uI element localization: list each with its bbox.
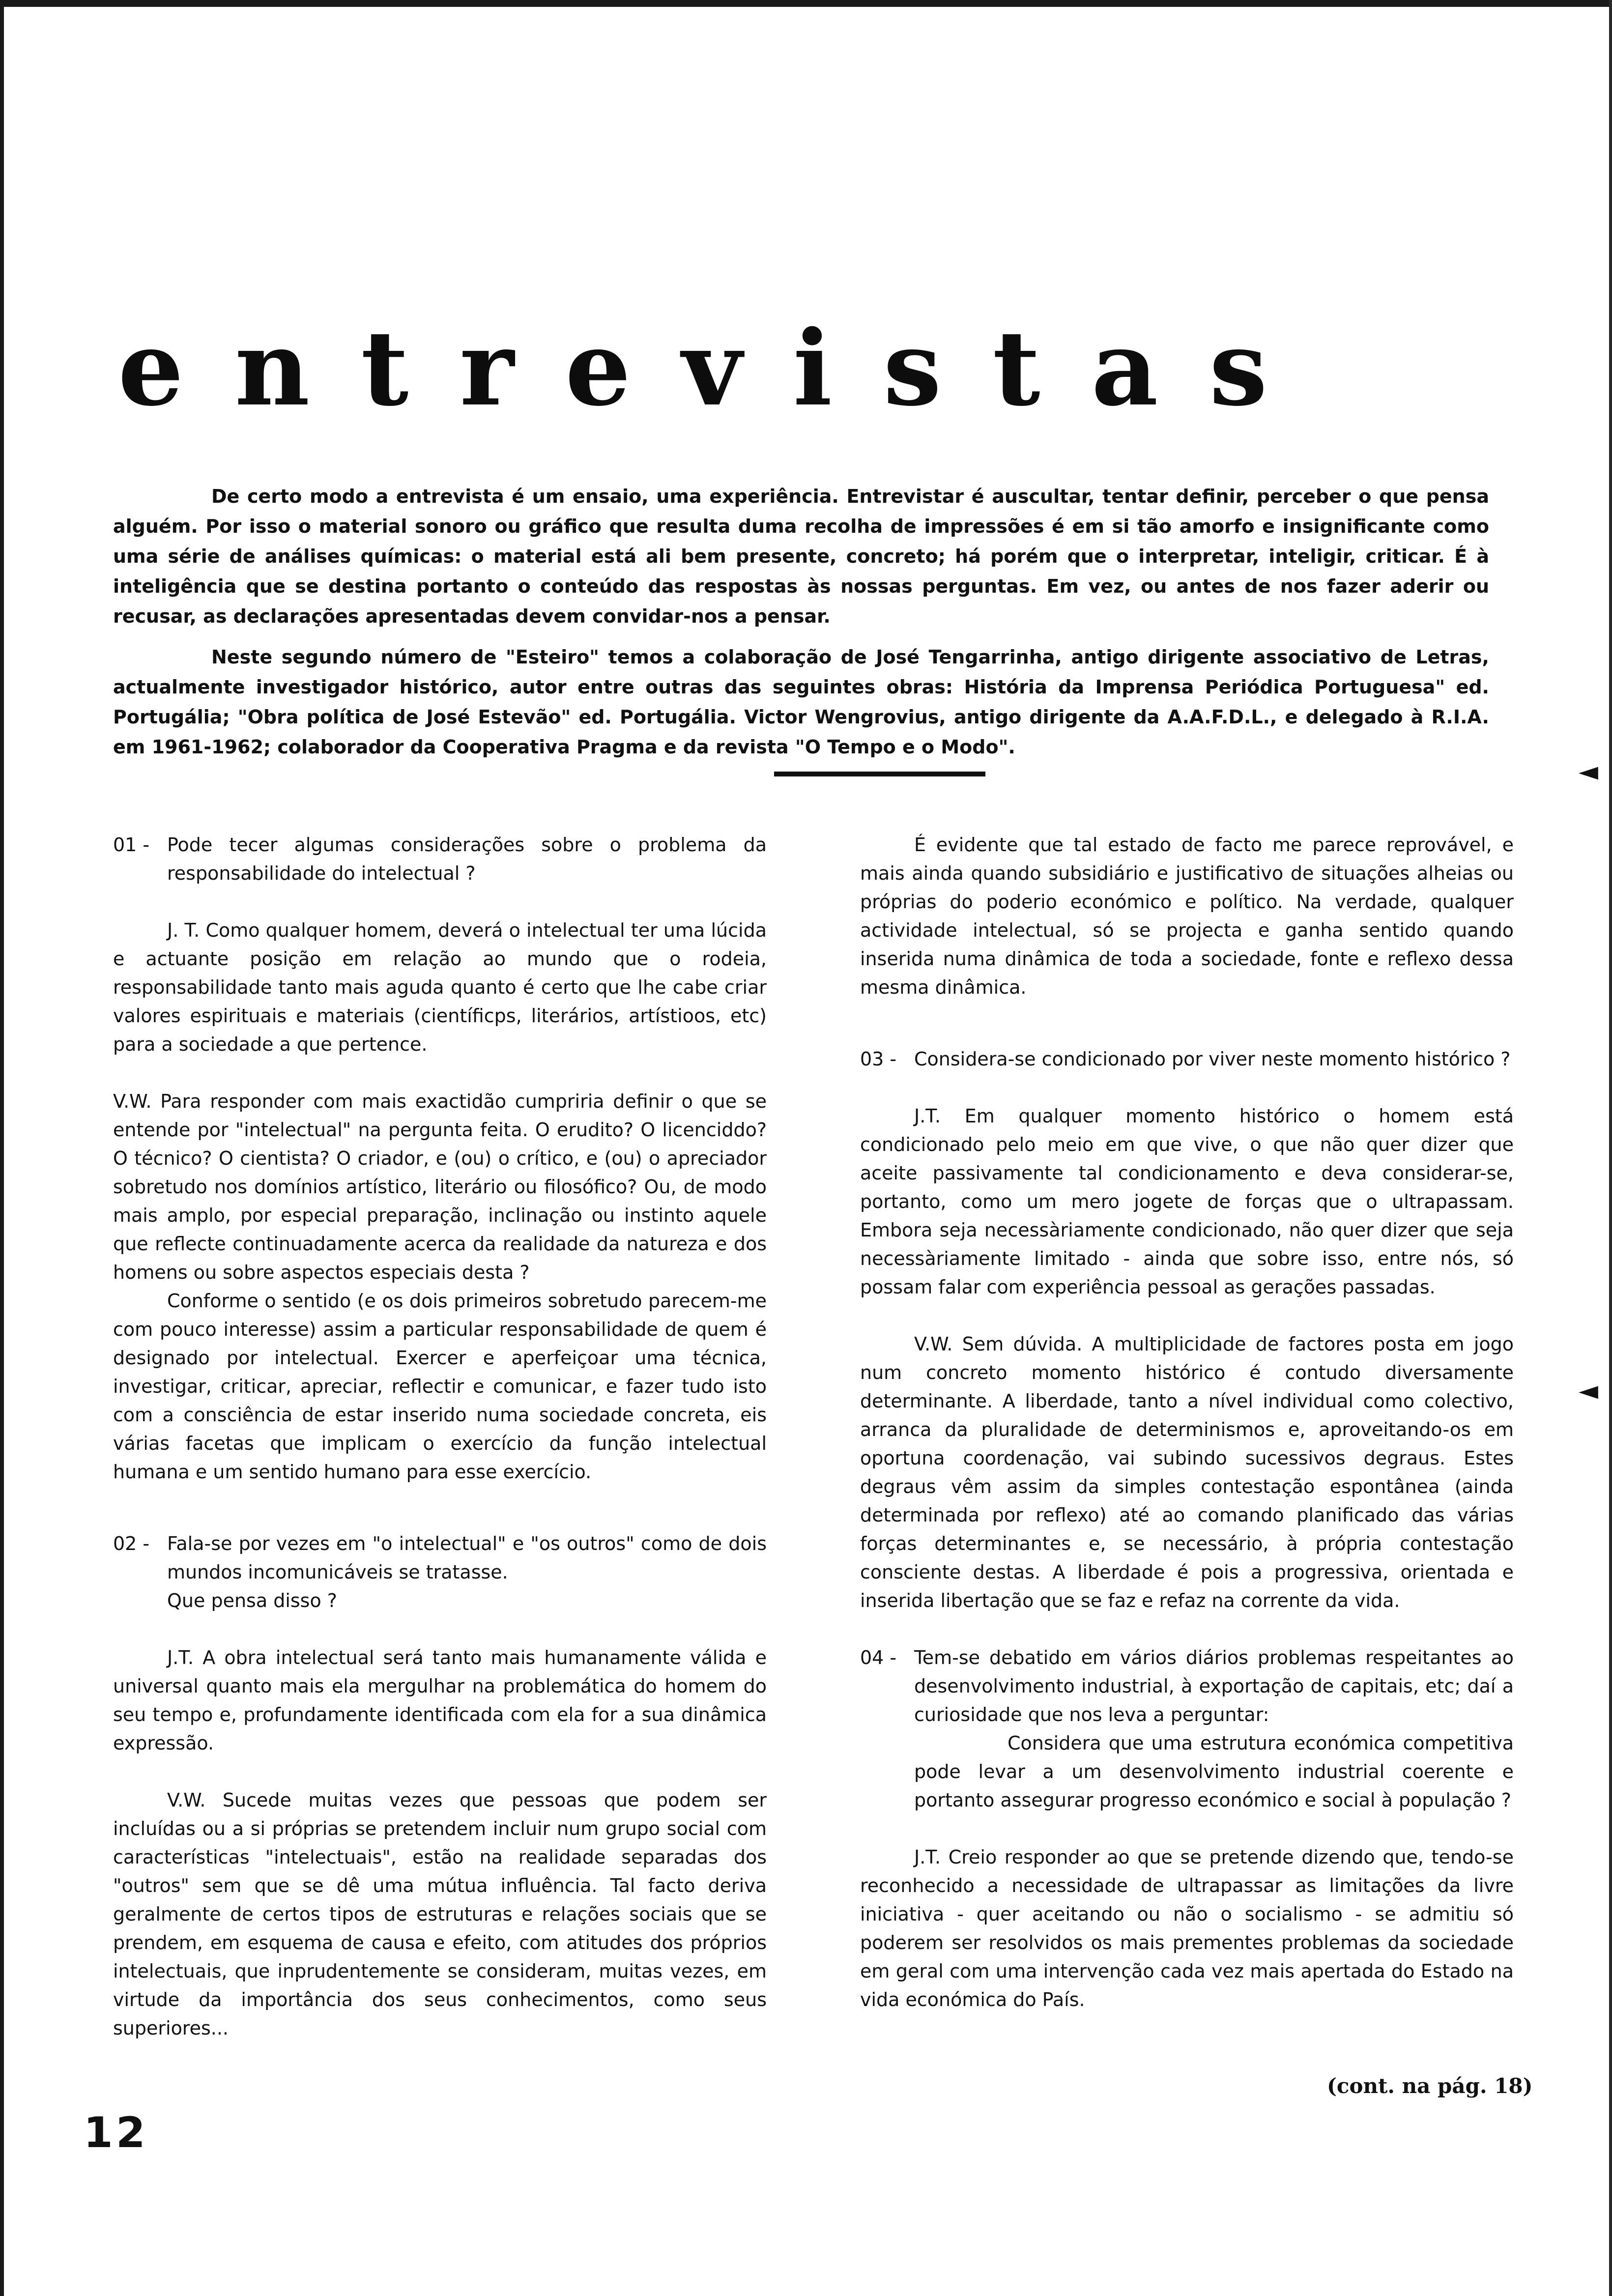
question-number: 03 - [860,1048,897,1070]
margin-mark-icon: ◄ [1579,757,1598,786]
question-text-continued: Considera que uma estrutura económica competitiva pode levar a um desenvolvimento industrial coerente e portanto assegurar progresso económico e social à população ? [914,1732,1514,1811]
question-01 [113,831,767,888]
section-divider [774,772,985,776]
page-border-left [0,0,4,2296]
article-intro [113,482,1489,762]
question-text-continued: Que pensa disso ? [167,1590,337,1611]
left-column [113,831,767,2042]
answer-vw: V.W. Sucede muitas vezes que pessoas que podem ser incluídas ou a si próprias se pretendem incluir num grupo social com características "intelectuais", estão na realidade separadas dos "outros" sem que se dê uma mútua influência. Tal facto deriva geralmente de certos tipos de estruturas e relações sociais que se prendem, em esquema de causa e efeito, com atitudes dos próprios intelectuais, que inprudentemente se consideram, muitas vezes, em virtude da importância dos seus conhecimentos, como seus superiores... [113,1789,767,2039]
page-border-right [1609,0,1612,2296]
answer-jt: J.T. Creio responder ao que se pretende dizendo que, tendo-se reconhecido a necessidade de ultrapassar as limitações da livre iniciativa - quer aceitando ou não o socialismo - se admitiu só poderem ser resolvidos os mais prementes problemas da sociedade em geral com uma intervenção cada vez mais apertada do Estado na vida económica do País. [860,1846,1514,2010]
question-text: Tem-se debatido em vários diários problemas respeitantes ao desenvolvimento industrial, à exportação de capitais, etc; daí a curiosidade que nos leva a perguntar: [914,1647,1514,1725]
question-text: Fala-se por vezes em "o intelectual" e "os outros" como de dois mundos incomunicáveis se tratasse. [167,1533,767,1583]
answer-jt: J. T. Como qualquer homem, deverá o intelectual ter uma lúcida e actuante posição em relação ao mundo que o rodeia, responsabilidade tanto mais aguda quanto é certo que lhe cabe criar valores espirituais e materiais (científicps, literários, artístioos, etc) para a sociedade a que pertence. [113,919,767,1055]
question-number: 04 - [860,1647,897,1668]
question-03 [860,1045,1514,1073]
right-column [860,831,1514,2014]
answer-vw-continued: É evidente que tal estado de facto me parece reprovável, e mais ainda quando subsidiário e justificativo de situações alheias ou próprias do poderio económico e político. Na verdade, qualquer actividade intelectual, só se projecta e ganha sentido quando inserida numa dinâmica de toda a sociedade, fonte e reflexo dessa mesma dinâmica. [860,834,1514,998]
intro-paragraph: Neste segundo número de "Esteiro" temos a colaboração de José Tengarrinha, antigo dirigente associativo de Letras, actualmente investigador histórico, autor entre outras das seguintes obras: História da Imprensa Periódica Portuguesa" ed. Portugália; "Obra política de José Estevão" ed. Portugália. Victor Wengrovius, antigo dirigente da A.A.F.D.L., e delegado à R.I.A. em 1961-1962; colaborador da Cooperativa Pragma e da revista "O Tempo e o Modo". [113,646,1489,758]
margin-mark-icon: ◄ [1579,1376,1598,1406]
continued-note: (cont. na pág. 18) [1327,2074,1533,2098]
page-border-top [0,0,1612,7]
question-04 [860,1643,1514,1729]
question-number: 01 - [113,834,150,856]
question-text: Pode tecer algumas considerações sobre o problema da responsabilidade do intelectual ? [167,834,767,884]
question-text: Considera-se condicionado por viver neste momento histórico ? [914,1048,1511,1070]
intro-paragraph: De certo modo a entrevista é um ensaio, uma experiência. Entrevistar é auscultar, tentar definir, perceber o que pensa alguém. Por isso o material sonoro ou gráfico que resulta duma recolha de impressões é em si tão amorfo e insignificante como uma série de análises químicas: o material está ali bem presente, concreto; há porém que o interpretar, inteligir, criticar. É à inteligência que se destina portanto o conteúdo das respostas às nossas perguntas. Em vez, ou antes de nos fazer aderir ou recusar, as declarações apresentadas devem convidar-nos a pensar. [113,486,1489,627]
answer-vw: V.W. Para responder com mais exactidão cumpriria definir o que se entende por "intelectual" na pergunta feita. O erudito? O licenciddo? O técnico? O cientista? O criador, e (ou) o crítico, e (ou) o apreciador sobretudo nos domínios artístico, literário ou filosófico? Ou, de modo mais amplo, por especial preparação, inclinação ou instinto aquele que reflecte continuadamente acerca da realidade da natureza e dos homens ou sobre aspectos especiais desta ? [113,1091,767,1283]
answer-jt: J.T. Em qualquer momento histórico o homem está condicionado pelo meio em que vive, o que não quer dizer que aceite passivamente tal condicionamento e deva considerar-se, portanto, como um mero jogete de forças que o ultrapassam. Embora seja necessàriamente condicionado, não quer dizer que seja necessàriamente limitado - ainda que sobre isso, entre nós, só possam falar com experiência pessoal as gerações passadas. [860,1105,1514,1298]
article-title: entrevistas [118,308,1319,429]
answer-vw: V.W. Sem dúvida. A multiplicidade de factores posta em jogo num concreto momento histórico é contudo diversamente determinante. A liberdade, tanto a nível individual como colectivo, arranca da pluralidade de determinismos e, aproveitando-os em oportuna coordenação, vai subindo sucessivos degraus. Estes degraus vêm assim da simples contestação espontânea (ainda determinada por reflexo) até ao comando planificado das várias forças determinantes e, se necessário, à própria contestação consciente destas. A liberdade é pois a progressiva, orientada e inserida libertação que se faz e refaz na corrente da vida. [860,1333,1514,1611]
page-number: 12 [84,2108,148,2157]
answer-jt: J.T. A obra intelectual será tanto mais humanamente válida e universal quanto mais ela mergulhar na problemática do homem do seu tempo e, profundamente identificada com ela for a sua dinâmica expressão. [113,1647,767,1754]
question-02 [113,1529,767,1586]
question-number: 02 - [113,1533,150,1554]
answer-vw-continued: Conforme o sentido (e os dois primeiros sobretudo parecem-me com pouco interesse) assim a particular responsabilidade de quem é designado por intelectual. Exercer e aperfeiçoar uma técnica, investigar, criticar, apreciar, reflectir e comunicar, e fazer tudo isto com a consciência de estar inserido numa sociedade concreta, eis várias facetas que implicam o exercício da função intelectual humana e um sentido humano para esse exercício. [113,1290,767,1483]
